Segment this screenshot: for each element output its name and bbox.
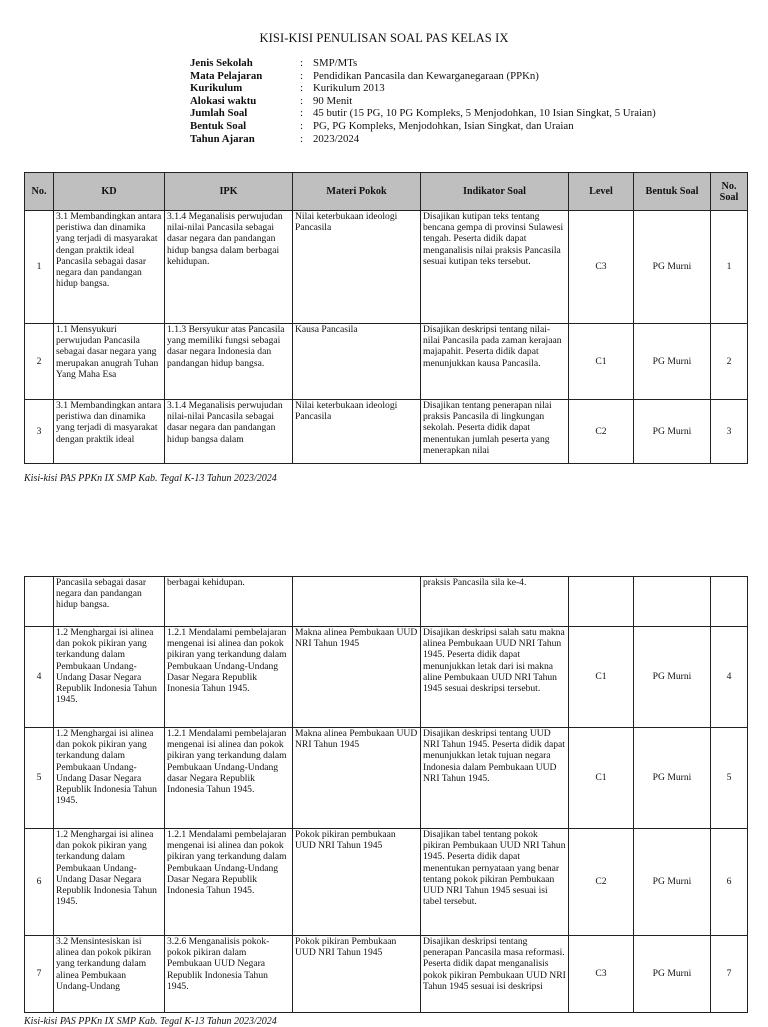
cell-no: 7 [25,936,54,1013]
cell-bentuk: PG Murni [634,728,711,829]
cell-ipk: 1.2.1 Mendalami pembelajaran mengenai isi alinea dan pokok pikiran yang terkandung dalam Pembukaan Undang-Undang Dasar Negara Republik Inonesia Tahun 1945. [165,627,293,728]
cell-no-soal: 7 [711,936,748,1013]
meta-colon: : [300,57,303,69]
cell-level: C2 [569,400,634,464]
cell-bentuk: PG Murni [634,400,711,464]
table-row [25,324,748,400]
cell-level: C2 [569,829,634,936]
cell-materi: Pokok pikiran Pembukaan UUD NRI Tahun 1945 [293,936,421,1013]
table-row [25,627,748,728]
meta-colon: : [300,69,303,82]
meta-label: Alokasi waktu [190,94,257,107]
page-break [0,498,768,562]
cell-indikator: Disajikan deskripsi tentang penerapan Pancasila masa reformasi. Peserta didik dapat menganalisis pokok pikiran Pembukaan UUD NRI Tahun 1945 sesuai isi deskripsi [421,936,569,1013]
cell-kd: 3.1 Membandingkan antara peristiwa dan dinamika yang terjadi di masyarakat dengan praktik ideal [54,400,165,464]
meta-colon: : [300,119,303,132]
meta-row-alokasi-waktu [190,95,656,108]
cell-no: 2 [25,324,54,400]
cell-no: 4 [25,627,54,728]
cell-indikator: Disajikan deskripsi tentang UUD NRI Tahun 1945. Peserta didik dapat menunjukkan letak tujuan negara Indonesia dalam Pembukaan UUD NRI Tahun 1945. [421,728,569,829]
kisi-table-page-2 [24,576,748,1013]
cell-kd: 1.2 Menghargai isi alinea dan pokok pikiran yang terkandung dalam Pembukaan Undang-Undang Dasar Negara Republik Indonesia Tahun 1945. [54,627,165,728]
cell-ipk: 1.1.3 Bersyukur atas Pancasila yang memiliki fungsi sebagai dasar negara Indonesia dan pandangan hidup bangsa. [165,324,293,400]
cell-no-soal [711,577,748,627]
cell-bentuk: PG Murni [634,936,711,1013]
header-level: Level [569,173,634,211]
header-materi-pokok: Materi Pokok [293,173,421,211]
cell-kd: 3.2 Mensintesiskan isi alinea dan pokok pikiran yang terkandung dalam alinea Pembukaan Undang-Undang [54,936,165,1013]
table-row [25,936,748,1013]
cell-no-soal: 1 [711,211,748,324]
cell-no: 5 [25,728,54,829]
cell-materi: Nilai keterbukaan ideologi Pancasila [293,211,421,324]
cell-materi: Pokok pikiran pembukaan UUD NRI Tahun 1945 [293,829,421,936]
cell-bentuk: PG Murni [634,324,711,400]
meta-colon: : [300,107,303,120]
cell-no: 1 [25,211,54,324]
meta-value: SMP/MTs [313,57,358,69]
cell-level: C3 [569,936,634,1013]
cell-ipk: 1.2.1 Mendalami pembelajaran mengenai isi alinea dan pokok pikiran yang terkandung dalam Pembukaan Undang-Undang Dasar Negara Republik Indonesia Tahun 1945. [165,829,293,936]
cell-materi: Nilai keterbukaan ideologi Pancasila [293,400,421,464]
meta-colon: : [300,82,303,95]
cell-ipk: 3.2.6 Menganalisis pokok-pokok pikiran dalam Pembukaan UUD Negara Republik Indonesia Tahun 1945. [165,936,293,1013]
cell-ipk: 1.2.1 Mendalami pembelajaran mengenai isi alinea dan pokok pikiran yang terkandung dalam Pembukaan Undang-Undang dasar Negara Republik Indonesia Tahun 1945. [165,728,293,829]
cell-bentuk [634,577,711,627]
cell-no-soal: 4 [711,627,748,728]
meta-row-jenis-sekolah [190,57,656,70]
kisi-table-page-1 [24,172,748,464]
cell-no [25,577,54,627]
cell-bentuk: PG Murni [634,211,711,324]
cell-materi: Makna alinea Pembukaan UUD NRI Tahun 1945 [293,728,421,829]
meta-row-kurikulum [190,82,656,95]
cell-indikator: Disajikan deskripsi salah satu makna alinea Pembukaan UUD NRI Tahun 1945. Peserta didik dapat menunjukkan letak dari isi makna aline Pembukaan UUD NRI Tahun 1945 sesuai deskripsi tersebut. [421,627,569,728]
meta-label: Jumlah Soal [190,107,248,120]
cell-no: 6 [25,829,54,936]
page-footer: Kisi-kisi PAS PPKn IX SMP Kab. Tegal K-13 Tahun 2023/2024 [24,473,277,484]
cell-no-soal: 5 [711,728,748,829]
cell-ipk: 3.1.4 Meganalisis perwujudan nilai-nilai Pancasila sebagai dasar negara dan pandangan hidup bangsa dalam berbagai kehidupan. [165,211,293,324]
meta-value: 90 Menit [313,94,353,107]
meta-row-jumlah-soal [190,107,656,120]
meta-row-bentuk-soal [190,120,656,133]
cell-ipk: berbagai kehidupan. [165,577,293,627]
meta-colon: : [300,132,303,145]
cell-indikator: praksis Pancasila sila ke-4. [421,577,569,627]
cell-materi: Kausa Pancasila [293,324,421,400]
header-kd: KD [54,173,165,211]
cell-no-soal: 6 [711,829,748,936]
cell-kd: 1.1 Mensyukuri perwujudan Pancasila sebagai dasar negara yang merupakan anugrah Tuhan Yang Maha Esa [54,324,165,400]
cell-kd: 1.2 Menghargai isi alinea dan pokok pikiran yang terkandung dalam Pembukaan Undang-Undang Dasar Negara Republik Indonesia Tahun 1945. [54,728,165,829]
cell-kd: 3.1 Membandingkan antara peristiwa dan dinamika yang terjadi di masyarakat dengan praktik ideal Pancasila sebagai dasar negara dan pandangan hidup bangsa. [54,211,165,324]
meta-value: 2023/2024 [313,132,360,145]
meta-label: Bentuk Soal [190,119,247,132]
cell-level: C1 [569,728,634,829]
cell-level [569,577,634,627]
table-row [25,577,748,627]
cell-materi: Makna alinea Pembukaan UUD NRI Tahun 1945 [293,627,421,728]
cell-kd: Pancasila sebagai dasar negara dan pandangan hidup bangsa. [54,577,165,627]
cell-level: C1 [569,324,634,400]
table-row [25,211,748,324]
cell-bentuk: PG Murni [634,627,711,728]
header-indikator-soal: Indikator Soal [421,173,569,211]
meta-value: PG, PG Kompleks, Menjodohkan, Isian Singkat, dan Uraian [313,119,574,132]
cell-level: C1 [569,627,634,728]
cell-indikator: Disajikan tabel tentang pokok pikiran Pembukaan UUD NRI Tahun 1945. Peserta didik dapat menentukan pernyataan yang benar tentang pokok pikiran Pembukaan UUD NRI Tahun 1945 sesuai isi tabel tersebut. [421,829,569,936]
cell-materi [293,577,421,627]
meta-label: Jenis Sekolah [190,57,253,69]
cell-no: 3 [25,400,54,464]
meta-label: Tahun Ajaran [190,132,255,145]
cell-bentuk: PG Murni [634,829,711,936]
header-no: No. [25,173,54,211]
document-title: KISI-KISI PENULISAN SOAL PAS KELAS IX [259,31,509,45]
meta-row-tahun-ajaran [190,133,656,146]
cell-kd: 1.2 Menghargai isi alinea dan pokok pikiran yang terkandung dalam Pembukaan Undang-Undang Dasar Negara Republik Indonesia Tahun 1945. [54,829,165,936]
header-no-soal: No. Soal [711,173,748,211]
table-header-row [25,173,748,211]
meta-value: Pendidikan Pancasila dan Kewarganegaraan (PPKn) [313,69,539,82]
meta-colon: : [300,94,303,107]
meta-label: Mata Pelajaran [190,69,263,82]
cell-indikator: Disajikan kutipan teks tentang bencana gempa di provinsi Sulawesi tengah. Peserta didik dapat menganalisis nilai praksis Pancasila sesuai kutipan teks tersebut. [421,211,569,324]
meta-label: Kurikulum [190,82,243,95]
table-row [25,400,748,464]
cell-ipk: 3.1.4 Meganalisis perwujudan nilai-nilai Pancasila sebagai dasar negara dan pandangan hidup bangsa dalam [165,400,293,464]
cell-no-soal: 2 [711,324,748,400]
meta-value: Kurikulum 2013 [313,82,385,95]
cell-level: C3 [569,211,634,324]
cell-indikator: Disajikan deskripsi tentang nilai-nilai Pancasila pada zaman kerajaan majapahit. Peserta didik dapat menunjukkan kausa Pancasila. [421,324,569,400]
cell-no-soal: 3 [711,400,748,464]
cell-indikator: Disajikan tentang penerapan nilai praksis Pancasila di lingkungan sekolah. Peserta didik dapat menentukan jumlah peserta yang menerapkan nilai [421,400,569,464]
meta-value: 45 butir (15 PG, 10 PG Kompleks, 5 Menjodohkan, 10 Isian Singkat, 5 Uraian) [313,107,656,120]
table-row [25,728,748,829]
header-bentuk-soal: Bentuk Soal [634,173,711,211]
header-ipk: IPK [165,173,293,211]
meta-row-mata-pelajaran [190,70,656,83]
document-meta [190,57,656,145]
page-footer: Kisi-kisi PAS PPKn IX SMP Kab. Tegal K-13 Tahun 2023/2024 [24,1016,277,1027]
table-row [25,829,748,936]
